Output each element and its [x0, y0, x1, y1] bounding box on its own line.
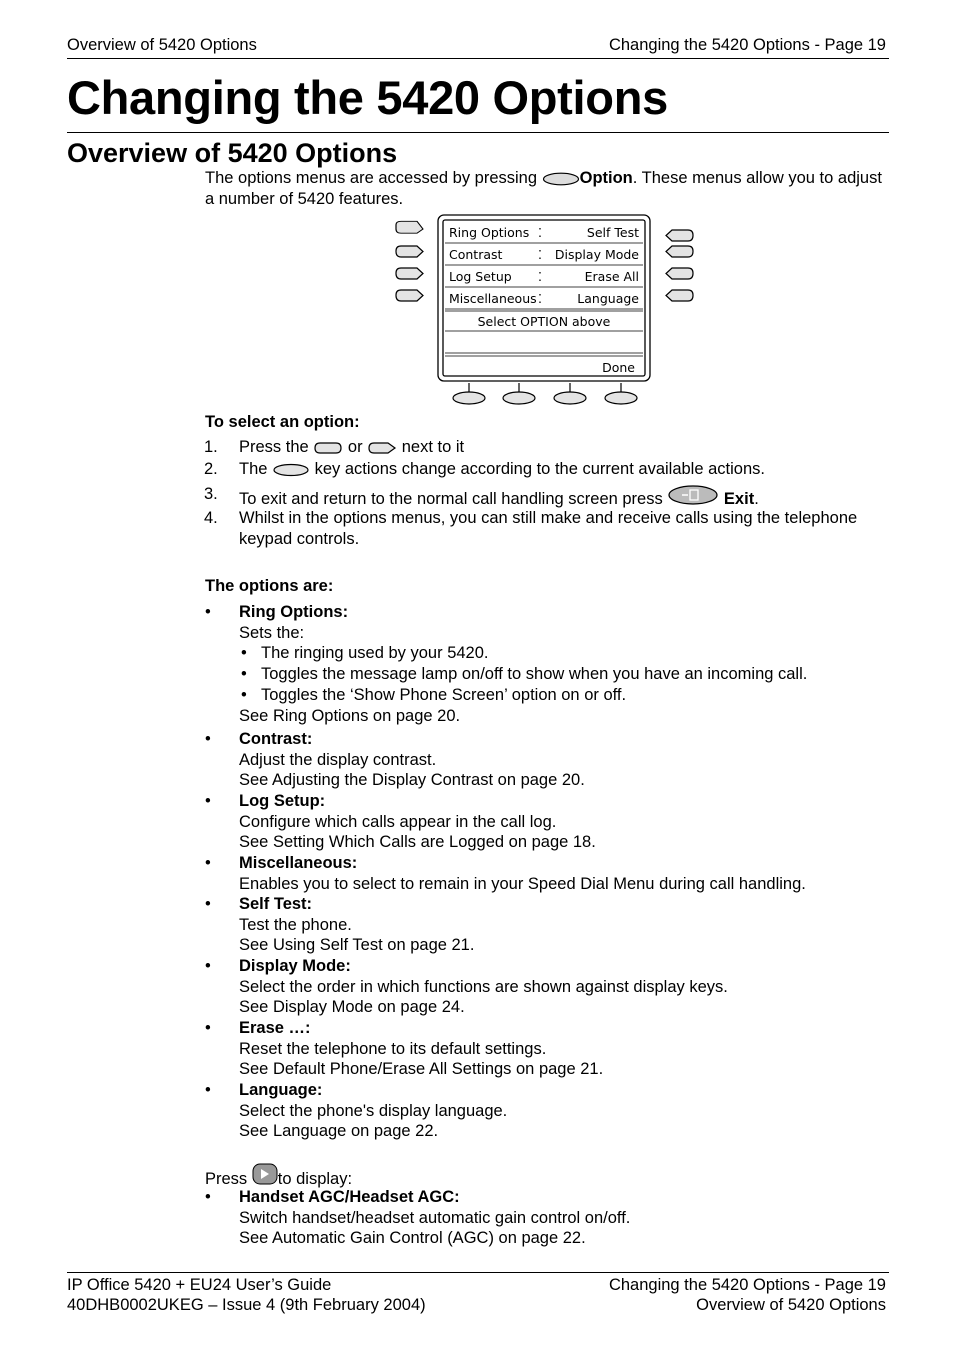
soft-key-icon — [272, 463, 310, 477]
option-self-test: • Self Test: Test the phone. See Using Self Test on page 21. — [205, 895, 475, 955]
step-2: 2. The key actions change according to the current available actions. — [204, 460, 765, 478]
header-right: Changing the 5420 Options - Page 19 — [608, 36, 886, 54]
step-4: 4. Whilst in the options menus, you can still make and receive calls using the telephone keypad controls. — [204, 509, 858, 548]
display-row-2-left: Contrast — [449, 247, 503, 262]
option-contrast: • Contrast: Adjust the display contrast. See Adjusting the Display Contrast on page 20. — [205, 730, 585, 790]
footer-left: IP Office 5420 + EU24 User’s Guide 40DHB0002UKEG – Issue 4 (9th February 2004) — [67, 1276, 426, 1314]
options-heading: The options are: — [205, 577, 334, 595]
option-agc: • Handset AGC/Headset AGC: Switch handset/headset automatic gain control on/off. See Automatic Gain Control (AGC) on page 22. — [205, 1188, 631, 1248]
display-row-4-right: Language — [577, 291, 639, 306]
option-ring-options: • Ring Options: Sets the: • The ringing used by your 5420. • Toggles the message lamp on/off to show when you have an incoming call. • Toggles the ‘Show Phone Screen’ option on or off. See Ring Options on page 20. — [205, 603, 808, 725]
footer-right: Changing the 5420 Options - Page 19 Overview of 5420 Options — [608, 1276, 886, 1314]
svg-text:⁚: ⁚ — [538, 269, 542, 284]
exit-key-icon — [667, 484, 719, 506]
press-to-display: Press to display: — [205, 1163, 885, 1190]
title-rule — [67, 132, 889, 133]
step-3: 3. To exit and return to the normal call handling screen press Exit. — [204, 485, 759, 508]
header-left: Overview of 5420 Options — [67, 36, 257, 54]
option-key-icon — [542, 172, 580, 186]
exit-key-label: Exit — [723, 490, 755, 508]
display-row-1-left: Ring Options — [449, 225, 530, 240]
display-row-1-right: Self Test — [586, 225, 639, 240]
intro-paragraph — [205, 168, 885, 209]
right-display-keys — [666, 230, 693, 301]
page-footer — [67, 1272, 889, 1314]
display-prompt: Select OPTION above — [477, 314, 611, 329]
display-done: Done — [602, 360, 635, 375]
right-display-key-icon — [367, 441, 397, 455]
left-display-key-icon — [313, 441, 343, 455]
option-erase: • Erase …: Reset the telephone to its default settings. See Default Phone/Erase All Settings on page 21. — [205, 1019, 604, 1079]
select-heading: To select an option: — [205, 413, 360, 431]
option-miscellaneous: • Miscellaneous: Enables you to select to remain in your Speed Dial Menu during call handling. — [205, 854, 806, 893]
option-key-label: Option — [579, 169, 633, 187]
svg-text:⁚: ⁚ — [538, 225, 542, 240]
option-language: • Language: Select the phone's display language. See Language on page 22. — [205, 1081, 508, 1141]
phone-display-illustration — [393, 213, 696, 408]
display-row-4-left: Miscellaneous — [449, 291, 537, 306]
page-title: Changing the 5420 Options — [67, 71, 668, 124]
intro-text-2: . These menus allow you to adjust a number of 5420 features. — [205, 169, 882, 208]
option-display-mode: • Display Mode: Select the order in which functions are shown against display keys. See Display Mode on page 24. — [205, 957, 728, 1017]
option-log-setup: • Log Setup: Configure which calls appear in the call log. See Setting Which Calls are Logged on page 18. — [205, 792, 596, 852]
left-display-keys — [396, 221, 423, 301]
svg-text:⁚: ⁚ — [538, 247, 542, 262]
step-1: 1. Press the or next to it — [204, 438, 465, 456]
intro-text-1: The options menus are accessed by pressing — [205, 169, 538, 187]
svg-text:⁚: ⁚ — [538, 291, 542, 306]
display-row-2-right: Display Mode — [554, 247, 639, 262]
bottom-soft-keys — [453, 383, 637, 404]
display-row-3-left: Log Setup — [449, 269, 512, 284]
section-title: Overview of 5420 Options — [67, 138, 398, 168]
right-arrow-key-icon — [252, 1163, 278, 1185]
page-header — [67, 36, 889, 59]
display-row-3-right: Erase All — [584, 269, 639, 284]
